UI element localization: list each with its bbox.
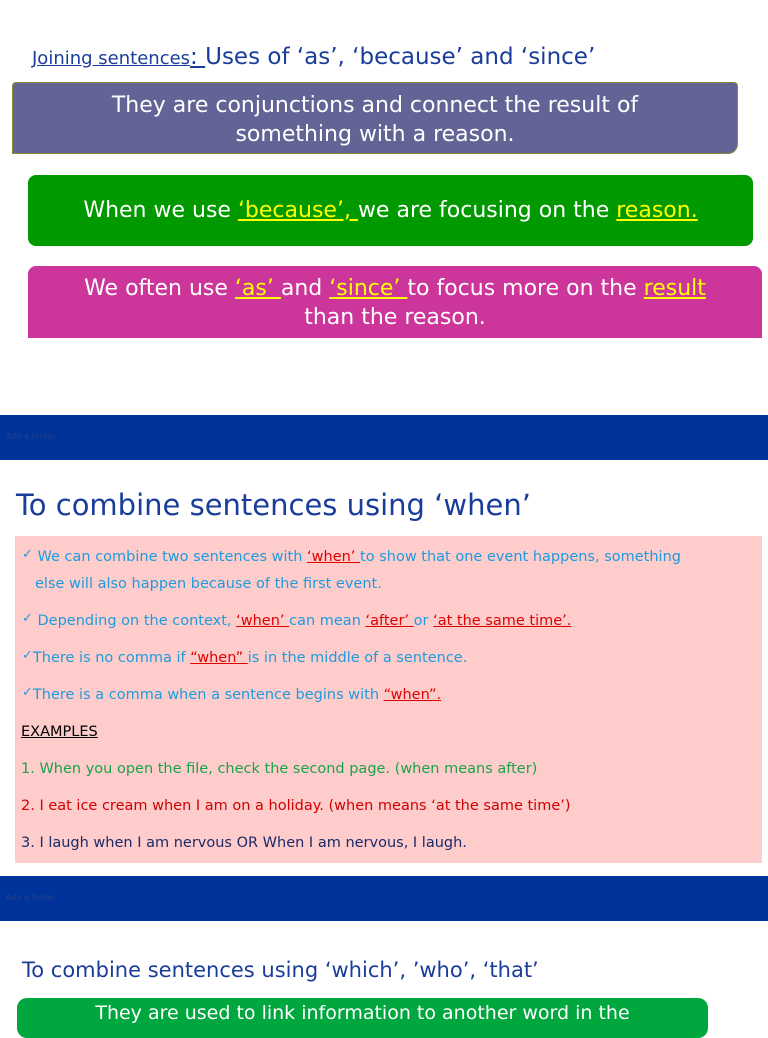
slide3-title: To combine sentences using ‘which’, ’who’, ‘that’ bbox=[22, 958, 539, 982]
rule-4: ✓There is a comma when a sentence begins with “when”. bbox=[22, 685, 442, 703]
box3-as-keyword: ‘as’ bbox=[234, 276, 281, 301]
slide1-title-link[interactable]: Joining sentences bbox=[32, 48, 191, 69]
box3-text-a: We often use bbox=[84, 276, 235, 301]
conjunctions-definition-box bbox=[12, 82, 738, 154]
example-3: 3. I laugh when I am nervous OR When I am nervous, I laugh. bbox=[21, 835, 467, 851]
example-1: 1. When you open the file, check the second page. (when means after) bbox=[21, 761, 538, 777]
rule-1-line2: else will also happen because of the first event. bbox=[35, 576, 382, 592]
box2-reason-keyword: reason. bbox=[616, 198, 698, 223]
checkmark-icon: ✓ bbox=[22, 685, 33, 700]
box2-text-a: When we use bbox=[83, 198, 238, 223]
box3-text-e: to focus more on the bbox=[407, 276, 644, 301]
checkmark-icon: ✓ bbox=[22, 547, 33, 562]
slide2-title: To combine sentences using ‘when’ bbox=[16, 488, 531, 522]
rule-3: ✓There is no comma if “when” is in the middle of a sentence. bbox=[22, 648, 468, 666]
rule-2: ✓ Depending on the context, ‘when’ can mean ‘after’ or ‘at the same time’. bbox=[22, 611, 572, 629]
box2-text-c: we are focusing on the bbox=[357, 198, 617, 223]
when-keyword: “when”. bbox=[383, 687, 442, 703]
footer-bar bbox=[0, 415, 768, 460]
box1-line1: They are conjunctions and connect the result of bbox=[111, 93, 639, 118]
slide1-title bbox=[32, 44, 595, 70]
examples-heading: EXAMPLES bbox=[21, 724, 98, 740]
when-keyword: ‘when’ bbox=[236, 613, 290, 629]
box3-since-keyword: ‘since’ bbox=[329, 276, 408, 301]
box3-result-keyword: result bbox=[643, 276, 706, 301]
rule-1: ✓ We can combine two sentences with ‘when’ to show that one event happens, something bbox=[22, 547, 681, 565]
footer-bar bbox=[0, 876, 768, 921]
checkmark-icon: ✓ bbox=[22, 648, 33, 663]
because-box bbox=[28, 175, 753, 246]
after-keyword: ‘after’ bbox=[365, 613, 414, 629]
when-keyword: “when” bbox=[190, 650, 248, 666]
when-rules-panel bbox=[15, 536, 762, 863]
example-2: 2. I eat ice cream when I am on a holiday. (when means ‘at the same time’) bbox=[21, 798, 571, 814]
box4-line1: They are used to link information to another word in the bbox=[95, 1002, 630, 1024]
same-time-keyword: ‘at the same time’. bbox=[433, 613, 572, 629]
box3-line2: than the reason. bbox=[304, 305, 486, 330]
relative-pronouns-box bbox=[17, 998, 708, 1038]
box2-because-keyword: ‘because’, bbox=[237, 198, 358, 223]
as-since-box bbox=[28, 266, 762, 338]
footer-text: Add a footer bbox=[6, 893, 56, 902]
box1-line2: something with a reason. bbox=[235, 122, 515, 147]
slide1-title-rest: Uses of ‘as’, ‘because’ and ‘since’ bbox=[205, 44, 596, 70]
box3-line1 bbox=[28, 274, 762, 303]
box3-text-c: and bbox=[280, 276, 330, 301]
footer-text: Add a footer bbox=[6, 432, 56, 441]
checkmark-icon: ✓ bbox=[22, 611, 33, 626]
when-keyword: ‘when’ bbox=[307, 549, 361, 565]
slide1-title-colon: : bbox=[190, 44, 206, 70]
